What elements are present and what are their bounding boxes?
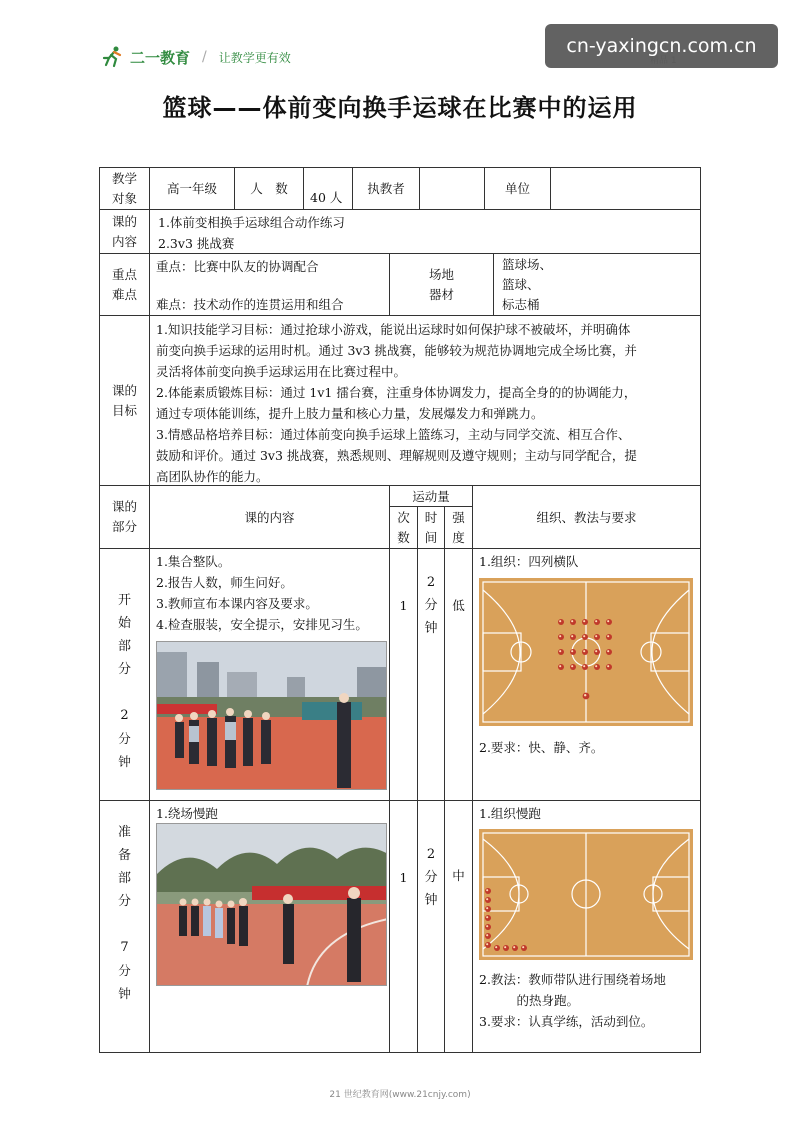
warmup-time-cell (417, 800, 445, 1053)
unit-label: 单位 (504, 181, 530, 196)
part-header-cell (99, 485, 150, 549)
time-unit: 分 (424, 870, 438, 885)
intensity-value: 低 (452, 598, 465, 613)
player-marker-highlight (607, 620, 609, 622)
req-line: 3.要求：认真学练，活动到位。 (479, 1014, 654, 1029)
player-marker (521, 945, 527, 951)
player-marker-highlight (486, 925, 488, 927)
player-marker (570, 664, 576, 670)
player-marker-highlight (504, 946, 506, 948)
player-marker-highlight (571, 620, 573, 622)
content-label-cell (99, 209, 150, 254)
goal-line: 通过专项体能训练，提升上肢力量和核心力量，发展爆发力和弹跳力。 (156, 406, 544, 421)
part-minutes: 7 (120, 940, 129, 955)
req-line: 2.教法：教师带队进行围绕着场地 (479, 972, 666, 987)
content-header-cell (149, 485, 390, 549)
page-title: 篮球——体前变向换手运球在比赛中的运用 (162, 94, 638, 122)
goal-line: 1.知识技能学习目标：通过抢球小游戏，能说出运球时如何保护球不被破坏，并明确体 (156, 322, 631, 337)
warmup-part-cell (99, 800, 150, 1053)
player-marker-highlight (607, 635, 609, 637)
venue-label: 场地器材 (428, 266, 454, 302)
warmup-intensity-cell (444, 800, 473, 1053)
player-marker-highlight (486, 898, 488, 900)
player-marker (606, 664, 612, 670)
running-diagram (479, 829, 693, 960)
player-marker (594, 634, 600, 640)
player-marker (485, 897, 491, 903)
player-marker (485, 906, 491, 912)
brand-slogan: 让教学更有效 (218, 50, 291, 65)
player-marker (570, 619, 576, 625)
player-marker (485, 942, 491, 948)
player-marker (494, 945, 500, 951)
player-marker (485, 915, 491, 921)
warmup-times-cell (389, 800, 418, 1053)
goal-line: 2.体能素质锻炼目标：通过 1v1 擂台赛，注重身体协调发力，提高全身的的协调能力， (156, 385, 637, 400)
unit-label-cell (484, 167, 551, 210)
goal-line: 灵活将体前变向换手运球运用在比赛过程中。 (156, 364, 407, 379)
content-item: 1.绕场慢跑 (156, 806, 218, 821)
part-minutes: 2 (120, 708, 129, 723)
difficulty-text: 难点：技术动作的连贯运用和组合 (156, 297, 344, 312)
goal-line: 鼓励和评价。通过 3v3 挑战赛，熟悉规则、理解规则及遵守规则；主动与同学配合，提 (156, 448, 637, 463)
count-label-cell (234, 167, 304, 210)
part-char: 部 (117, 871, 131, 886)
part-char: 开 (117, 593, 131, 608)
times-value: 1 (399, 598, 408, 613)
equipment-cell (493, 253, 701, 316)
focus-text: 重点：比赛中队友的协调配合 (156, 259, 319, 274)
key-cell (149, 253, 390, 316)
player-marker-highlight (595, 665, 597, 667)
intensity-value: 中 (452, 868, 465, 883)
count-value-cell (303, 167, 353, 210)
player-marker (606, 619, 612, 625)
player-marker (558, 619, 564, 625)
player-marker-highlight (607, 665, 609, 667)
footer-text: 21 世纪教育网(www.21cnjy.com) (329, 1090, 471, 1100)
teacher-label-cell (352, 167, 420, 210)
formation-diagram (479, 578, 693, 726)
goal-line: 前变向换手运球的运用时机。通过 3v3 挑战赛，能够较为规范协调地完成全场比赛，并 (156, 343, 637, 358)
org-line: 1.组织：四列横队 (479, 554, 579, 569)
time-unit: 分 (424, 598, 438, 613)
times-value: 1 (399, 870, 408, 885)
venue-label-cell (389, 253, 494, 316)
player-marker-highlight (522, 946, 524, 948)
player-marker (558, 664, 564, 670)
player-marker (594, 619, 600, 625)
content-header: 课的内容 (244, 509, 295, 525)
teacher-label: 执教者 (367, 181, 405, 196)
goals-cell (149, 315, 701, 486)
req-line: 2.要求：快、静、齐。 (479, 740, 604, 755)
org-header: 组织、教法与要求 (536, 509, 637, 525)
player-marker-highlight (486, 916, 488, 918)
player-marker-highlight (486, 943, 488, 945)
equipment-item: 标志桶 (502, 297, 540, 312)
player-marker (582, 619, 588, 625)
player-marker (485, 924, 491, 930)
start-intensity-cell (444, 548, 473, 801)
content-line-1: 1.体前变相换手运球组合动作练习 (158, 215, 345, 230)
key-label-cell (99, 253, 150, 316)
time-unit: 钟 (424, 621, 438, 636)
assembly-photo (156, 641, 387, 790)
player-marker (582, 664, 588, 670)
org-line: 1.组织慢跑 (479, 806, 541, 821)
time-header-cell (417, 506, 445, 549)
target-value: 高一年级 (166, 181, 217, 196)
count-label: 人 数 (250, 181, 288, 196)
start-times-cell (389, 548, 418, 801)
brand-separator: / (202, 49, 207, 65)
load-header: 运动量 (412, 488, 450, 504)
player-marker-highlight (595, 620, 597, 622)
intensity-header-cell (444, 506, 473, 549)
player-marker (570, 634, 576, 640)
player-marker (570, 649, 576, 655)
player-marker (582, 634, 588, 640)
player-marker-highlight (559, 635, 561, 637)
player-marker (594, 664, 600, 670)
player-marker-highlight (559, 665, 561, 667)
part-char: 分 (117, 894, 131, 909)
part-unit: 分钟 (118, 963, 131, 1001)
player-marker-highlight (571, 665, 573, 667)
part-char: 分 (117, 662, 131, 677)
goal-line: 高团队协作的能力。 (156, 469, 269, 484)
player-marker-highlight (595, 635, 597, 637)
player-marker-highlight (583, 650, 585, 652)
target-value-cell (149, 167, 235, 210)
player-marker-highlight (607, 650, 609, 652)
player-marker-highlight (583, 620, 585, 622)
content-label: 课的内容 (111, 213, 137, 249)
runner-icon (100, 46, 124, 68)
player-marker-highlight (486, 889, 488, 891)
part-unit: 分钟 (118, 731, 131, 769)
teacher-value-cell (419, 167, 485, 210)
player-marker-highlight (595, 650, 597, 652)
player-marker (512, 945, 518, 951)
part-char: 准 (117, 825, 131, 840)
content-item: 2.报告人数，师生问好。 (156, 575, 293, 590)
times-header: 次数 (397, 509, 410, 545)
warmup-photo (156, 823, 387, 986)
target-label: 教学对象 (111, 170, 137, 206)
org-header-cell (472, 485, 701, 549)
player-marker (582, 649, 588, 655)
times-header-cell (389, 506, 418, 549)
player-marker-highlight (559, 650, 561, 652)
player-marker-highlight (571, 635, 573, 637)
player-marker (606, 649, 612, 655)
part-char: 备 (117, 848, 131, 863)
time-unit: 钟 (424, 893, 438, 908)
equipment-item: 篮球、 (502, 277, 540, 292)
player-marker-highlight (513, 946, 515, 948)
time-value: 2 (426, 575, 436, 590)
player-marker-highlight (584, 694, 586, 696)
player-marker-highlight (495, 946, 497, 948)
start-time-cell (417, 548, 445, 801)
intensity-header: 强度 (452, 509, 465, 545)
player-marker (558, 634, 564, 640)
equipment-item: 篮球场、 (502, 257, 553, 272)
part-header: 课的部分 (111, 499, 137, 534)
player-marker (503, 945, 509, 951)
count-value: 40 人 (310, 190, 343, 205)
goals-label-cell (99, 315, 150, 486)
content-cell (149, 209, 701, 254)
content-line-2: 2.3v3 挑战赛 (158, 236, 235, 251)
player-marker-highlight (583, 635, 585, 637)
brand-logo (100, 46, 291, 68)
key-label: 重点难点 (111, 266, 137, 302)
player-marker (485, 933, 491, 939)
brand-name: 二一教育 (130, 48, 191, 67)
load-header-cell (389, 485, 473, 507)
content-item: 1.集合整队。 (156, 554, 231, 569)
unit-value-cell (550, 167, 701, 210)
part-char: 始 (117, 616, 131, 631)
target-label-cell (99, 167, 150, 210)
part-char: 部 (117, 639, 131, 654)
time-header: 时间 (424, 509, 438, 545)
content-item: 4.检查服装，安全提示，安排见习生。 (156, 617, 368, 632)
goals-label: 课的目标 (111, 382, 137, 418)
req-line: 的热身跑。 (516, 993, 580, 1008)
player-marker (606, 634, 612, 640)
player-marker (485, 888, 491, 894)
start-part-cell (99, 548, 150, 801)
player-marker-highlight (583, 665, 585, 667)
goal-line: 3.情感品格培养目标：通过体前变向换手运球上篮练习，主动与同学交流、相互合作、 (156, 427, 631, 442)
player-marker-highlight (486, 934, 488, 936)
content-item: 3.教师宣布本课内容及要求。 (156, 596, 318, 611)
player-marker-highlight (486, 907, 488, 909)
player-marker (558, 649, 564, 655)
player-marker-highlight (559, 620, 561, 622)
player-marker-highlight (571, 650, 573, 652)
time-value: 2 (426, 847, 436, 862)
watermark-badge: cn-yaxingcn.com.cn (545, 24, 778, 68)
player-marker (594, 649, 600, 655)
